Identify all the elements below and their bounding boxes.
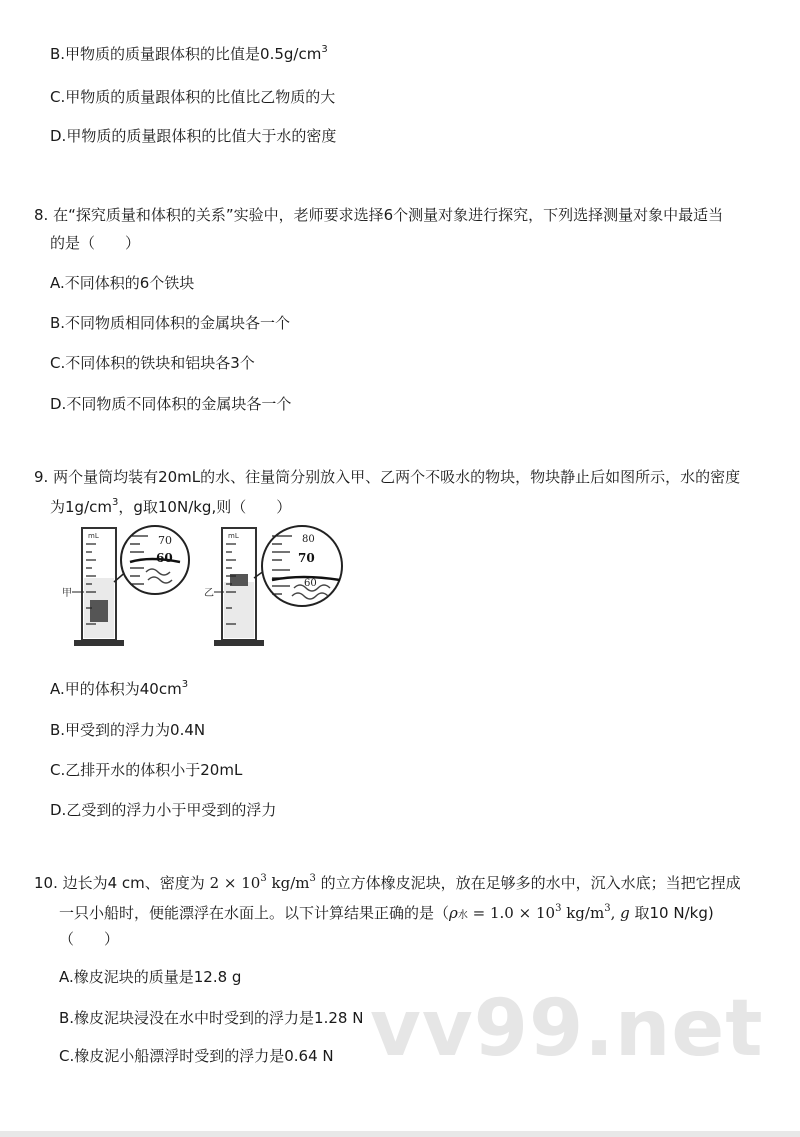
label-jia: 甲 — [62, 588, 72, 599]
q10-ten-2: 10 — [535, 904, 556, 922]
q10-option-c: C.橡皮泥小船漂浮时受到的浮力是0.64 N — [59, 1047, 334, 1065]
q9-option-a — [50, 678, 188, 700]
q10-unit-exp: 3 — [309, 873, 316, 884]
q9-option-d: D.乙受到的浮力小于甲受到的浮力 — [50, 801, 277, 819]
q8-stem-line1: 8. 在“探究质量和体积的关系”实验中，老师要求选择6个测量对象进行探究，下列选择测量对象中最适当 — [34, 206, 724, 224]
graduated-cylinders-figure — [62, 522, 360, 652]
jia-zoom-top-value: 70 — [158, 534, 172, 547]
q7-option-b-text: B.甲物质的质量跟体积的比值是0.5g/cm — [50, 45, 322, 63]
q9-option-a-sup: 3 — [181, 679, 189, 690]
q10-stem-line2-text: 一只小船时，便能漂浮在水面上。以下计算结果正确的是（ — [59, 904, 450, 922]
q10-g-symbol: g — [620, 904, 630, 922]
q10-option-a: A.橡皮泥块的质量是12.8 g — [59, 968, 242, 986]
q10-density-coef: 2 — [209, 874, 220, 892]
q10-stem-line2 — [59, 902, 714, 927]
cylinder-yi — [204, 528, 264, 646]
q10-exp-2: 3 — [555, 903, 562, 914]
q7-option-b — [50, 43, 328, 65]
q10-ten: 10 — [241, 874, 261, 892]
q10-rho-sub: 水 — [457, 910, 468, 921]
q8-stem-line2: 的是（ ） — [50, 234, 141, 252]
watermark: vv99.net — [370, 984, 764, 1074]
q9-stem-line1: 9. 两个量筒均装有20mL的水、往量筒分别放入甲、乙两个不吸水的物块，物块静止后如图所示，水的密度 — [34, 468, 741, 486]
cylinder-jia — [62, 528, 124, 646]
magnifier-jia — [114, 526, 189, 594]
jia-zoom-mark-value: 60 — [156, 551, 173, 565]
q10-unit: kg/m — [271, 874, 310, 892]
cylinder-yi-unit: mL — [228, 532, 239, 540]
q10-water-density-expression: ρ水 = $1.0 \times 10^3$ $kg/m^3$, g — [449, 903, 630, 922]
q10-unit-exp-2: 3 — [604, 903, 611, 914]
yi-zoom-top-value: 80 — [302, 534, 315, 545]
q8-option-c: C.不同体积的铁块和铝块各3个 — [50, 354, 255, 372]
q10-stem-part2: 的立方体橡皮泥块，放在足够多的水中，沉入水底；当把它捏成 — [320, 874, 741, 892]
q10-exp: 3 — [260, 873, 267, 884]
bottom-edge — [0, 1131, 800, 1137]
q9-stem-line2-suffix: ，g取10N/kg,则（ ） — [118, 498, 292, 516]
q10-rho: ρ — [449, 904, 458, 922]
q10-eq-value: = 1.0 — [472, 904, 514, 922]
yi-zoom-mark-value: 60 — [304, 578, 317, 589]
q8-option-d: D.不同物质不同体积的金属块各一个 — [50, 395, 292, 413]
q8-option-b: B.不同物质相同体积的金属块各一个 — [50, 314, 291, 332]
q10-stem-line3: （ ） — [59, 930, 120, 948]
q10-unit-2: kg/m — [566, 904, 605, 922]
label-yi: 乙 — [204, 588, 214, 599]
magnifier-yi — [254, 526, 342, 606]
q10-stem-part1: 10. 边长为4 cm、密度为 — [34, 874, 205, 892]
q9-stem-line2-prefix: 为1g/cm — [50, 498, 112, 516]
q9-stem-line2-sup: 3 — [111, 497, 119, 508]
q9-option-b: B.甲受到的浮力为0.4N — [50, 721, 206, 739]
q10-stem-line1 — [34, 872, 741, 894]
cylinder-jia-unit: mL — [88, 532, 99, 540]
q9-option-a-text: A.甲的体积为40cm — [50, 680, 182, 698]
q7-option-d: D.甲物质的质量跟体积的比值大于水的密度 — [50, 127, 337, 145]
q10-stem-line2-tail: 取10 N/kg) — [634, 904, 714, 922]
q10-density-expression — [210, 874, 316, 892]
q10-times-sign: × — [223, 874, 237, 892]
q10-option-b: B.橡皮泥块浸没在水中时受到的浮力是1.28 N — [59, 1009, 364, 1027]
q9-stem-line2 — [50, 496, 291, 518]
q9-option-c: C.乙排开水的体积小于20mL — [50, 761, 243, 779]
yi-zoom-mid-value: 70 — [298, 551, 315, 565]
q10-times-sign-2: × — [518, 904, 532, 922]
q7-option-b-sup: 3 — [321, 44, 328, 55]
q7-option-c: C.甲物质的质量跟体积的比值比乙物质的大 — [50, 88, 336, 106]
q8-option-a: A.不同体积的6个铁块 — [50, 274, 195, 292]
